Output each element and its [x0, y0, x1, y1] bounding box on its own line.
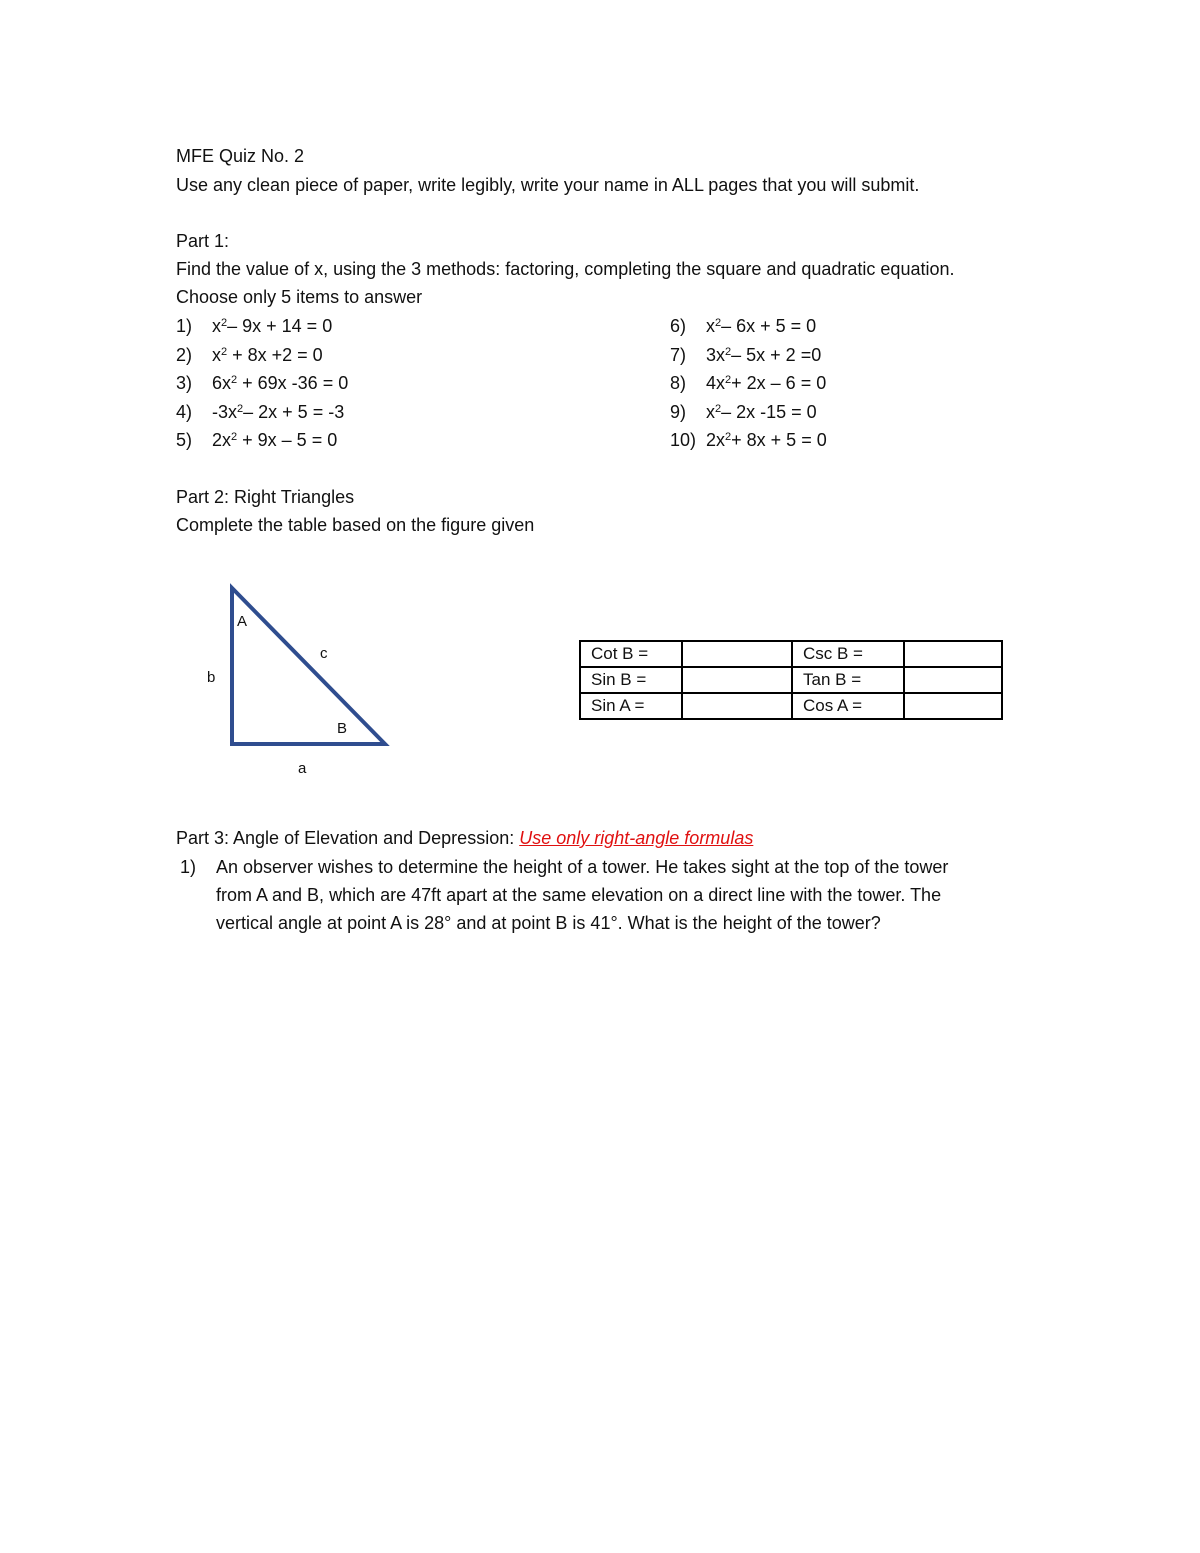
- exponent: 2: [715, 403, 722, 415]
- equation-item: [176, 343, 323, 367]
- triangle-shape: [232, 588, 385, 744]
- exponent: 2: [715, 317, 722, 329]
- answer-cell[interactable]: [682, 641, 792, 667]
- equation-item: [670, 314, 816, 338]
- equation-number: 8): [670, 373, 687, 393]
- table-row: [580, 667, 1002, 693]
- part1-heading: Part 1:: [176, 231, 230, 251]
- equation-number: 6): [670, 316, 687, 336]
- answer-cell[interactable]: [904, 693, 1002, 719]
- answer-cell[interactable]: [682, 667, 792, 693]
- equation-item: [670, 428, 827, 452]
- equation-term: x: [212, 316, 221, 336]
- equation-item: [670, 400, 817, 424]
- table-cell-label: Sin A =: [580, 693, 682, 719]
- part3-heading: Part 3: Angle of Elevation and Depression:: [176, 828, 520, 848]
- equation-item: [176, 400, 344, 424]
- equation-term: 4x: [706, 373, 726, 393]
- quiz-title: MFE Quiz No. 2: [176, 146, 305, 166]
- equation-rest: + 8x + 5 = 0: [731, 430, 827, 450]
- equation-number: 3): [176, 373, 193, 393]
- equation-rest: – 2x + 5 = -3: [243, 402, 345, 422]
- equation-item: [670, 343, 821, 367]
- equation-rest: + 8x +2 = 0: [227, 345, 323, 365]
- equation-rest: – 2x -15 = 0: [721, 402, 817, 422]
- equation-number: 9): [670, 402, 687, 422]
- right-triangle-figure: [220, 580, 400, 760]
- table-row: [580, 641, 1002, 667]
- equation-term: x: [706, 316, 715, 336]
- equation-term: x: [706, 402, 715, 422]
- equation-number: 4): [176, 402, 193, 422]
- exponent: 2: [231, 374, 238, 386]
- angle-a-label: A: [237, 613, 248, 630]
- equation-number: 10): [670, 430, 697, 450]
- equation-rest: + 2x – 6 = 0: [731, 373, 827, 393]
- equation-term: -3x: [212, 402, 238, 422]
- part3-note: Use only right-angle formulas: [519, 828, 754, 848]
- table-cell-label: Tan B =: [792, 667, 904, 693]
- question-number: 1): [180, 857, 197, 877]
- answer-cell[interactable]: [904, 641, 1002, 667]
- angle-b-label: B: [337, 720, 348, 737]
- table-row: [580, 693, 1002, 719]
- exponent: 2: [221, 346, 228, 358]
- equation-item: [176, 428, 337, 452]
- exponent: 2: [725, 346, 732, 358]
- equation-item: [176, 314, 332, 338]
- equation-number: 2): [176, 345, 193, 365]
- answer-cell[interactable]: [904, 667, 1002, 693]
- equation-rest: – 9x + 14 = 0: [227, 316, 333, 336]
- exponent: 2: [725, 431, 732, 443]
- part2-prompt: Complete the table based on the figure given: [176, 515, 535, 535]
- question-line: from A and B, which are 47ft apart at the same elevation on a direct line with the tower. The: [216, 885, 942, 905]
- side-a-label: a: [298, 760, 307, 777]
- part3-heading-line: [176, 826, 753, 850]
- exponent: 2: [231, 431, 238, 443]
- part2-heading: Part 2: Right Triangles: [176, 487, 355, 507]
- equation-rest: + 9x – 5 = 0: [237, 430, 338, 450]
- equation-term: 3x: [706, 345, 726, 365]
- answer-cell[interactable]: [682, 693, 792, 719]
- instructions: Use any clean piece of paper, write legibly, write your name in ALL pages that you will submit.: [176, 175, 920, 195]
- equation-number: 5): [176, 430, 193, 450]
- equation-term: 6x: [212, 373, 232, 393]
- table-cell-label: Csc B =: [792, 641, 904, 667]
- exponent: 2: [237, 403, 244, 415]
- equation-number: 7): [670, 345, 687, 365]
- equation-rest: – 6x + 5 = 0: [721, 316, 817, 336]
- equation-term: 2x: [706, 430, 726, 450]
- equation-term: x: [212, 345, 221, 365]
- side-c-label: c: [320, 645, 328, 662]
- side-b-label: b: [207, 669, 216, 686]
- equation-number: 1): [176, 316, 193, 336]
- part1-prompt: Find the value of x, using the 3 methods: factoring, completing the square and quadratic equation.: [176, 259, 955, 279]
- exponent: 2: [725, 374, 732, 386]
- part1-choose: Choose only 5 items to answer: [176, 287, 423, 307]
- equation-item: [176, 371, 348, 395]
- table-cell-label: Cot B =: [580, 641, 682, 667]
- equation-term: 2x: [212, 430, 232, 450]
- exponent: 2: [221, 317, 228, 329]
- table-cell-label: Sin B =: [580, 667, 682, 693]
- question-line: vertical angle at point A is 28° and at point B is 41°. What is the height of the tower?: [216, 913, 881, 933]
- question-line: An observer wishes to determine the height of a tower. He takes sight at the top of the tower: [216, 857, 949, 877]
- equation-rest: – 5x + 2 =0: [731, 345, 822, 365]
- equation-rest: + 69x -36 = 0: [237, 373, 349, 393]
- table-cell-label: Cos A =: [792, 693, 904, 719]
- equation-item: [670, 371, 826, 395]
- trig-table: [579, 640, 1003, 720]
